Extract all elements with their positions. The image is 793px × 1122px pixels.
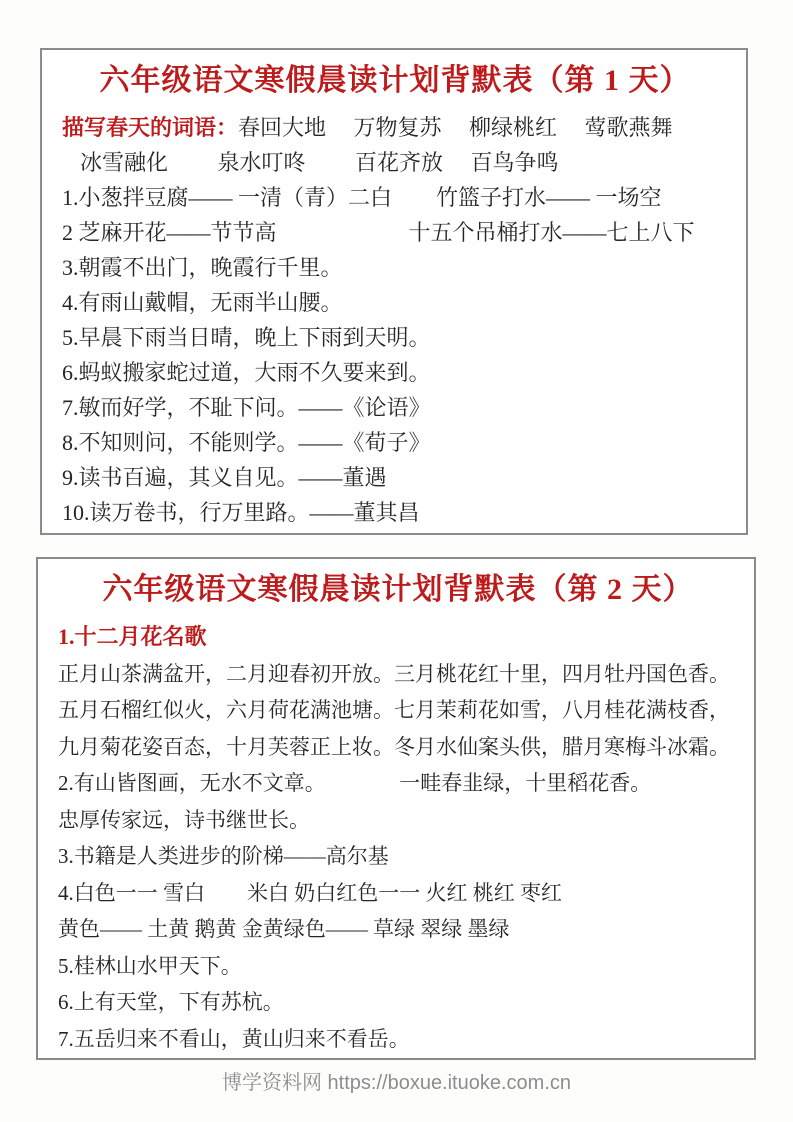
day2-sheet [36,557,756,1060]
footer-credit: 博学资料网 https://boxue.ituoke.com.cn [221,1072,572,1094]
day2-item-3: 九月菊花姿百态，十月芙蓉正上妆。冬月水仙案头供，腊月寒梅斗冰霜。 [58,734,730,759]
day1-item-4: 4.有雨山戴帽，无雨半山腰。 [62,290,343,315]
day2-item-7: 4.白色一一 雪白 米白 奶白红色一一 火红 桃红 枣红 [58,880,562,905]
day2-item-5: 忠厚传家远，诗书继世长。 [58,807,310,832]
day1-lead-label: 描写春天的词语： [62,115,239,140]
day2-item-4: 2.有山皆图画，无水不文章。 一畦春韭绿，十里稻花香。 [58,771,652,795]
day1-lead-words: 春回大地 万物复苏 柳绿桃红 莺歌燕舞 [238,115,673,140]
day2-item-1: 正月山茶满盆开，二月迎春初开放。三月桃花红十里，四月牡丹国色香。 [58,661,730,686]
day1-item-1: 1.小葱拌豆腐—— 一清（青）二白 竹篮子打水—— 一场空 [62,185,662,210]
day2-item-2: 五月石榴红似火，六月荷花满池塘。七月茉莉花如雪，八月桂花满枝香， [58,698,730,722]
day2-section-heading: 1.十二月花名歌 [58,624,207,649]
day1-item-10: 10.读万卷书，行万里路。——董其昌 [62,500,420,525]
day2-item-9: 5.桂林山水甲天下。 [58,953,242,978]
day2-item-10: 6.上有天堂，下有苏杭。 [58,990,284,1014]
day2-title: 六年级语文寒假晨读计划背默表（第 2 天） [102,573,694,606]
day1-item-9: 9.读书百遍，其义自见。——董遇 [62,465,387,490]
day1-item-7: 7.敏而好学，不耻下问。——《论语》 [62,395,431,420]
day2-item-6: 3.书籍是人类进步的阶梯——高尔基 [58,844,389,868]
day1-item-3: 3.朝霞不出门，晚霞行千里。 [62,255,343,280]
day1-lead-line [62,110,728,145]
day1-title: 六年级语文寒假晨读计划背默表（第 1 天） [99,64,691,97]
day1-item-8: 8.不知则问，不能则学。——《荀子》 [62,430,431,455]
day1-item-5: 5.早晨下雨当日晴，晚上下雨到天明。 [62,325,431,350]
day2-item-8: 黄色—— 土黄 鹅黄 金黄绿色—— 草绿 翠绿 墨绿 [58,917,510,941]
day2-item-11: 7.五岳归来不看山，黄山归来不看岳。 [58,1026,410,1051]
day1-item-2: 2 芝麻开花——节节高 十五个吊桶打水——七上八下 [62,220,695,245]
day1-item-6: 6.蚂蚁搬家蛇过道，大雨不久要来到。 [62,360,431,385]
day1-sheet [40,48,748,535]
day1-lead-line2: 冰雪融化 泉水叮咚 百花齐放 百鸟争鸣 [80,150,559,175]
